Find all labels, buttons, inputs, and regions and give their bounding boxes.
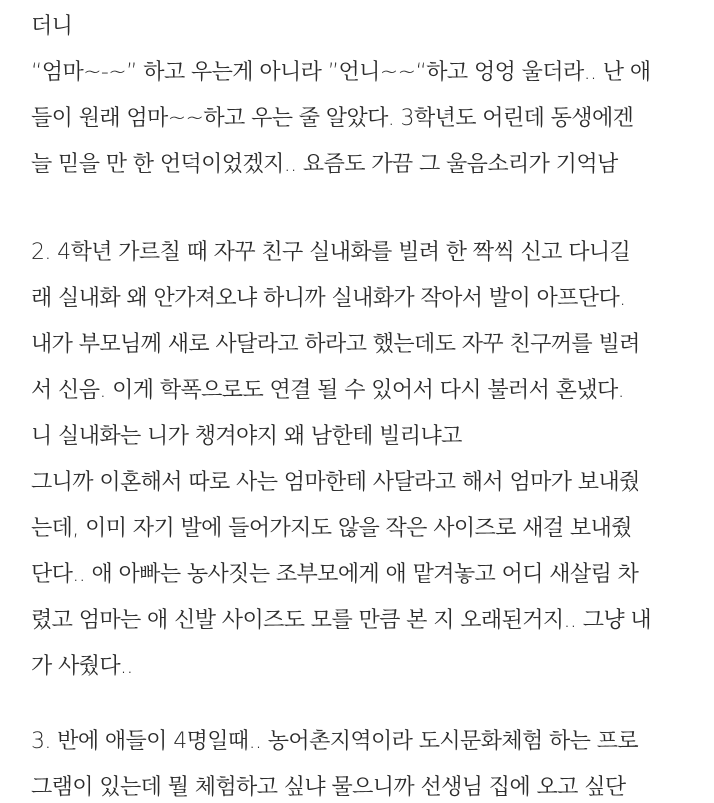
text-line: 더니 xyxy=(31,14,73,39)
text-line: 니 실내화는 니가 챙겨야지 왜 남한테 빌리냐고 xyxy=(31,424,462,449)
text-line: “엄마~-~” 하고 우는게 아니라 ”언니~~“하고 엉엉 울더라.. 난 애 xyxy=(31,60,651,85)
text-line: 는데, 이미 자기 발에 들어가지도 않을 작은 사이즈로 새걸 보내줬 xyxy=(31,516,632,541)
text-line: 들이 원래 엄마~~하고 우는 줄 알았다. 3학년도 어린데 동생에겐 xyxy=(31,106,634,131)
text-line: 2. 4학년 가르칠 때 자꾸 친구 실내화를 빌려 한 짝씩 신고 다니길 xyxy=(31,240,631,265)
text-line: 3. 반에 애들이 4명일때.. 농어촌지역이라 도시문화체험 하는 프로 xyxy=(31,729,639,754)
text-line: 내가 부모님께 새로 사달라고 하라고 했는데도 자꾸 친구꺼를 빌려 xyxy=(31,332,640,357)
text-line: 그램이 있는데 뭘 체험하고 싶냐 물으니까 선생님 집에 오고 싶단 xyxy=(31,775,626,800)
text-line: 늘 믿을 만 한 언덕이었겠지.. 요즘도 가끔 그 울음소리가 기억남 xyxy=(31,152,618,177)
text-line: 래 실내화 왜 안가져오냐 하니까 실내화가 작아서 발이 아프단다. xyxy=(31,286,626,311)
text-line: 렸고 엄마는 애 신발 사이즈도 모를 만큼 본 지 오래된거지.. 그냥 내 xyxy=(31,608,652,633)
text-line: 그니까 이혼해서 따로 사는 엄마한테 사달라고 해서 엄마가 보내줬 xyxy=(31,470,640,495)
text-line: 서 신음. 이게 학폭으로도 연결 될 수 있어서 다시 불러서 혼냈다. xyxy=(31,378,625,403)
text-line: 단다.. 애 아빠는 농사짓는 조부모에게 애 맡겨놓고 어디 새살림 차 xyxy=(31,562,639,587)
text-line: 가 사줬다.. xyxy=(31,654,133,679)
